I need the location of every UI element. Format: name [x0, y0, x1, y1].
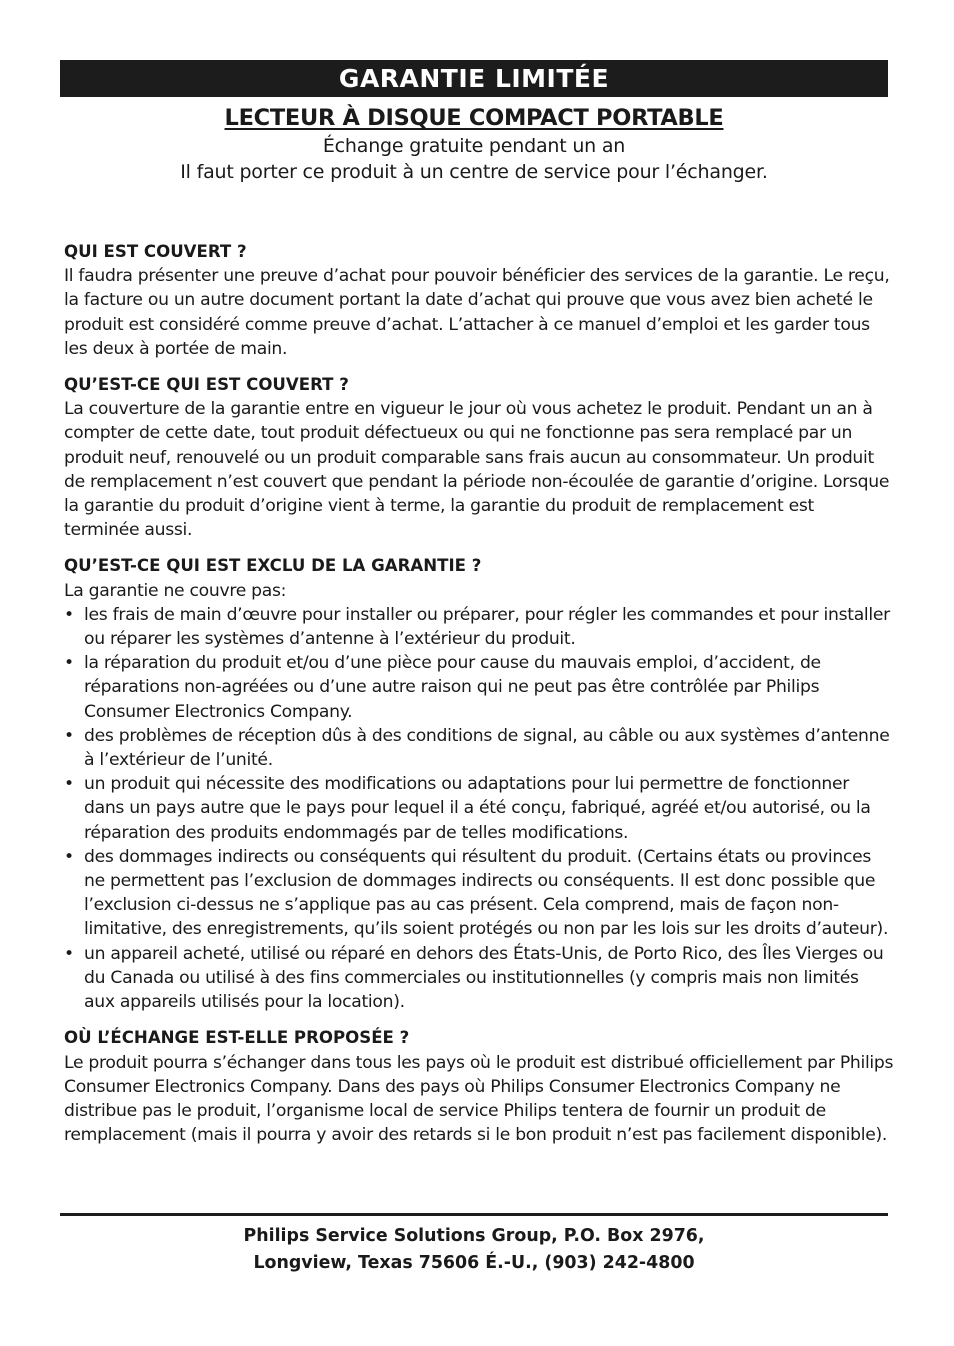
list-item: [64, 942, 894, 1015]
bullet-icon: •: [64, 725, 74, 746]
page-title-banner: GARANTIE LIMITÉE: [60, 60, 888, 97]
section-who-is-covered: [64, 240, 894, 361]
list-item-text: des dommages indirects ou conséquents qui résultent du produit. (Certains états ou provinces ne permettent pas l’exclusion de dommages indirects ou conséquents. Il est donc possible que l’exclusion ci-dessus ne s’applique pas au cas présent. Cela comprend, mais de façon non-limitative, des enregistrements, qu’ils soient protégés ou non par les lois sur les droits d’auteur).: [84, 846, 889, 940]
footer-divider: [60, 1213, 888, 1216]
list-item: [64, 603, 894, 651]
list-item: [64, 651, 894, 724]
section-text: La couverture de la garantie entre en vigueur le jour où vous achetez le produit. Pendant un an à compter de cette date, tout produit défectueux ou qui ne fonctionne pas sera remplacé par un produit neuf, renouvelé ou un produit comparable sans frais aucun au consommateur. Un produit de remplacement n’est couvert que pendant la période non-écoulée de garantie d’origine. Lorsque la garantie du produit d’origine vient à terme, la garantie du produit de remplacement est terminée aussi.: [64, 399, 890, 541]
section-exclusions: [64, 554, 894, 1014]
list-item-text: la réparation du produit et/ou d’une pièce pour cause du mauvais emploi, d’accident, de réparations non-agréées ou d’une autre raison qui ne peut pas être contrôlée par Philips Consumer Electronics Company.: [84, 653, 821, 722]
list-item: [64, 772, 894, 845]
list-item-text: un appareil acheté, utilisé ou réparé en dehors des États-Unis, de Porto Rico, des Îles Vierges ou du Canada ou utilisé à des fins commerciales ou institutionnelles (y compris mais non limités aux appareils utilisés pour la location).: [84, 943, 884, 1013]
section-text: Le produit pourra s’échanger dans tous les pays où le produit est distribué officiellement par Philips Consumer Electronics Company. Dans des pays où Philips Consumer Electronics Company ne distribue pas le produit, l’organisme local de service Philips tentera de fournir un produit de remplacement (mais il pourra y avoir des retards si le bon produit n’est pas facilement disponible).: [64, 1052, 894, 1146]
list-item: [64, 845, 894, 942]
bullet-icon: •: [64, 846, 74, 867]
intro-service-line: Il faut porter ce produit à un centre de service pour l’échanger.: [180, 161, 768, 183]
bullet-icon: •: [64, 774, 74, 795]
exclusion-list: [64, 603, 894, 1014]
product-subtitle: LECTEUR À DISQUE COMPACT PORTABLE: [224, 105, 724, 131]
section-heading: QU’EST-CE QUI EST COUVERT ?: [64, 375, 349, 395]
section-heading: OÙ L’ÉCHANGE EST-ELLE PROPOSÉE ?: [64, 1028, 410, 1048]
section-heading: QUI EST COUVERT ?: [64, 242, 247, 261]
footer-address-line: Philips Service Solutions Group, P.O. Box 2976,: [243, 1226, 705, 1246]
warranty-body: [64, 240, 894, 1159]
list-item-text: un produit qui nécessite des modifications ou adaptations pour lui permettre de fonctionner dans un pays autre que le pays pour lequel il a été conçu, fabriqué, agréé et/ou autorisé, ou la réparation des produits endommagés par de telles modifications.: [84, 774, 871, 843]
list-item: [64, 724, 894, 772]
footer-address-line: Longview, Texas 75606 É.-U., (903) 242-4800: [253, 1253, 695, 1273]
list-item-text: des problèmes de réception dûs à des conditions de signal, au câble ou aux systèmes d’antenne à l’extérieur de l’unité.: [84, 725, 890, 771]
list-item-text: les frais de main d’œuvre pour installer ou préparer, pour régler les commandes et pour installer ou réparer les systèmes d’antenne à l’extérieur du produit.: [84, 604, 890, 650]
section-what-is-covered: [64, 373, 894, 542]
section-intro: La garantie ne couvre pas:: [64, 580, 287, 601]
section-where-exchange: [64, 1026, 894, 1147]
bullet-icon: •: [64, 604, 74, 625]
bullet-icon: •: [64, 653, 74, 674]
section-heading: QU’EST-CE QUI EST EXCLU DE LA GARANTIE ?: [64, 556, 482, 576]
section-text: Il faudra présenter une preuve d’achat pour pouvoir bénéficier des services de la garantie. Le reçu, la facture ou un autre document portant la date d’achat qui prouve que vous avez bien acheté le produit est considéré comme preuve d’achat. L’attacher à ce manuel d’emploi et les garder tous les deux à portée de main.: [64, 266, 890, 359]
bullet-icon: •: [64, 943, 74, 964]
intro-exchange-line: Échange gratuite pendant un an: [322, 135, 626, 157]
